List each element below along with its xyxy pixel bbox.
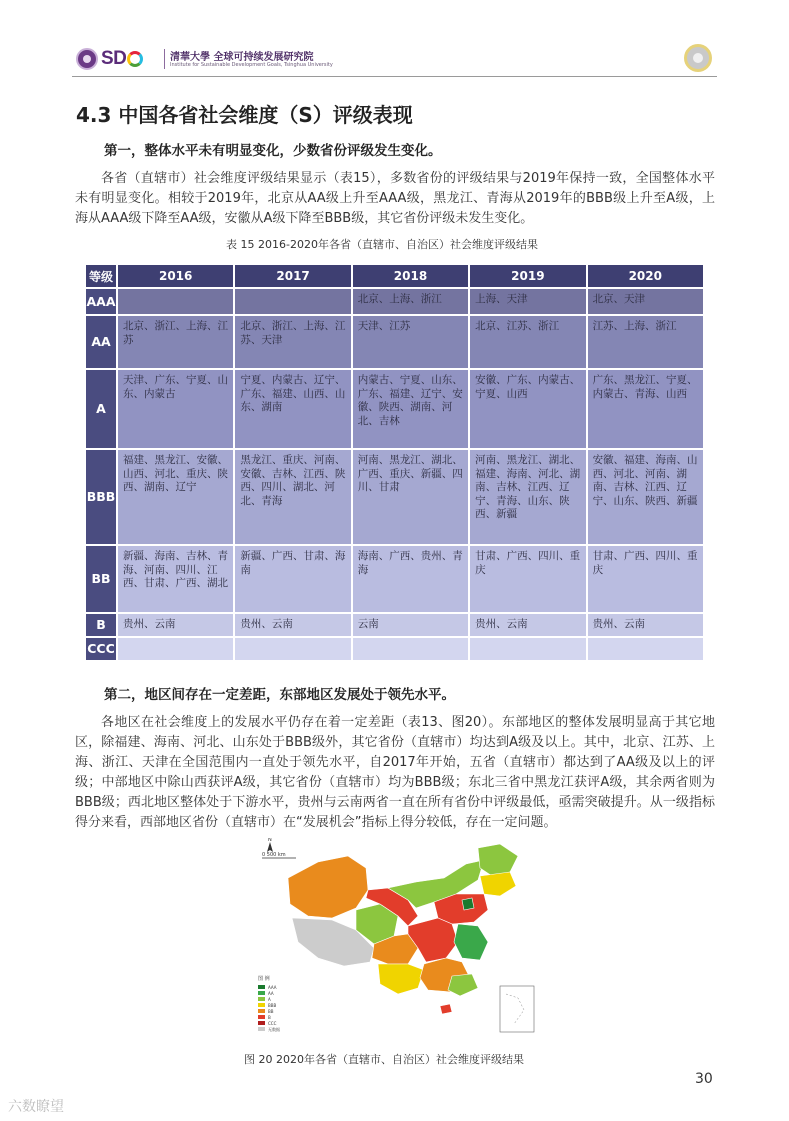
legend-swatch: [258, 1003, 265, 1007]
legend-label: BB: [268, 1009, 274, 1014]
table-cell: 北京、浙江、上海、江苏: [118, 316, 233, 368]
table-cell: [118, 289, 233, 314]
legend-title: 图 例: [258, 976, 270, 982]
table-row-bbb: [86, 450, 703, 544]
point1-text: 各省（直辖市）社会维度评级结果显示（表15），多数省份的评级结果与2019年保持一致，全国整体水平未有明显变化。相较于2019年，北京从AA级上升至AAA级，黑龙江、青海从2019年的BBB级上升至A级，上海从AAA级下降至AA级，安徽从A级下降至BBB级，其它省份评级未发生变化。: [75, 171, 715, 226]
legend-swatch: [258, 985, 265, 989]
table-cell: 江苏、上海、浙江: [588, 316, 703, 368]
grade-label: AAA: [86, 289, 116, 314]
south-china-sea-inset: [500, 986, 534, 1032]
section-title: 4.3 中国各省社会维度（S）评级表现: [76, 103, 413, 127]
table-cell: 新疆、海南、吉林、青海、河南、四川、江西、甘肃、广西、湖北: [118, 546, 233, 612]
point2-heading: 第二，地区间存在一定差距，东部地区发展处于领先水平。: [104, 687, 455, 703]
table-cell: 新疆、广西、甘肃、海南: [235, 546, 350, 612]
header-2020: 2020: [588, 265, 703, 287]
sdg-logo: [101, 47, 143, 71]
table-cell: [470, 638, 585, 660]
north-arrow-icon: [267, 842, 273, 852]
header-2016: 2016: [118, 265, 233, 287]
table-cell: 贵州、云南: [235, 614, 350, 636]
legend-label: AAA: [268, 985, 277, 990]
institute-name-en: Institute for Sustainable Development Goals, Tsinghua University: [170, 62, 333, 68]
region-beijing-tianjin: [462, 898, 474, 910]
table-row-aa: [86, 316, 703, 368]
region-east-coast: [454, 924, 488, 960]
table-cell: 北京、浙江、上海、江苏、天津: [235, 316, 350, 368]
grade-label: B: [86, 614, 116, 636]
sdg-ring-icon: [127, 51, 143, 67]
legend-swatch: [258, 1027, 265, 1031]
rating-map: [248, 838, 548, 1038]
table-cell: 安徽、福建、海南、山西、河北、河南、湖南、吉林、江西、辽宁、山东、陕西、新疆: [588, 450, 703, 544]
grade-label: AA: [86, 316, 116, 368]
north-label: N: [268, 838, 272, 843]
table-cell: [235, 638, 350, 660]
table-cell: 甘肃、广西、四川、重庆: [470, 546, 585, 612]
header-rule: [72, 76, 717, 77]
legend-swatch: [258, 1021, 265, 1025]
point1-heading: 第一，整体水平未有明显变化，少数省份评级发生变化。: [104, 143, 442, 159]
header-divider: [164, 49, 165, 69]
scale-label: 0 500 km: [262, 852, 286, 858]
point2-paragraph: [75, 713, 715, 833]
table-cell: [353, 638, 468, 660]
table-row-b: [86, 614, 703, 636]
table-cell: 贵州、云南: [118, 614, 233, 636]
grade-label: BB: [86, 546, 116, 612]
table-cell: 云南: [353, 614, 468, 636]
table-header-row: [86, 265, 703, 287]
table-cell: 天津、广东、宁夏、山东、内蒙古: [118, 370, 233, 448]
table-cell: 北京、上海、浙江: [353, 289, 468, 314]
table-cell: 北京、天津: [588, 289, 703, 314]
table-cell: 上海、天津: [470, 289, 585, 314]
table-row-bb: [86, 546, 703, 612]
table-cell: [588, 638, 703, 660]
region-xinjiang: [288, 856, 368, 918]
legend-label: CCC: [268, 1021, 277, 1026]
table-cell: 广东、黑龙江、宁夏、内蒙古、青海、山西: [588, 370, 703, 448]
point2-text: 各地区在社会维度上的发展水平仍存在着一定差距（表13、图20）。东部地区的整体发展明显高于其它地区，除福建、海南、河北、山东处于BBB级外，其它省份（直辖市）均达到A级及以上。其中，北京、江苏、上海、浙江、天津在全国范围内一直处于领先水平，自2017年开始，五省（直辖市）都达到了AA级及以上的评级；中部地区中除山西获评A级，其它省份（直辖市）均为BBB级；东北三省中黑龙江获评A级，其余两省则为BBB级；西北地区整体处于下游水平，贵州与云南两省一直在所有省份中评级最低，亟需突破提升。从一级指标得分来看，西部地区省份（直辖市）在“发展机会”指标上得分较低，存在一定问题。: [75, 715, 715, 830]
corner-badge-icon: [684, 44, 712, 72]
legend-label: B: [268, 1015, 271, 1020]
table-cell: 宁夏、内蒙古、辽宁、广东、福建、山西、山东、湖南: [235, 370, 350, 448]
legend-swatch: [258, 1015, 265, 1019]
region-heilongjiang: [478, 844, 518, 876]
legend-items: [258, 985, 280, 1032]
point1-paragraph: [75, 169, 715, 229]
legend-label: A: [268, 997, 271, 1002]
table-cell: 内蒙古、宁夏、山东、广东、福建、辽宁、安徽、陕西、湖南、河北、吉林: [353, 370, 468, 448]
table-cell: 贵州、云南: [588, 614, 703, 636]
figure-caption: 图 20 2020年各省（直辖市、自治区）社会维度评级结果: [244, 1053, 524, 1066]
region-yunnan-guizhou: [378, 964, 424, 994]
table-cell: 黑龙江、重庆、河南、安徽、吉林、江西、陕西、四川、湖北、河北、青海: [235, 450, 350, 544]
grade-label: CCC: [86, 638, 116, 660]
table-caption: 表 15 2016-2020年各省（直辖市、自治区）社会维度评级结果: [226, 238, 538, 251]
sdg-logo-text: SD: [101, 48, 127, 69]
legend-label: BBB: [268, 1003, 277, 1008]
table-cell: 北京、江苏、浙江: [470, 316, 585, 368]
legend-label: AA: [268, 991, 274, 996]
table-cell: 安徽、广东、内蒙古、宁夏、山西: [470, 370, 585, 448]
legend-swatch: [258, 1009, 265, 1013]
region-hainan: [440, 1004, 452, 1014]
header-2019: 2019: [470, 265, 585, 287]
table-cell: 天津、江苏: [353, 316, 468, 368]
region-guangdong: [448, 974, 478, 996]
legend-swatch: [258, 991, 265, 995]
grade-label: A: [86, 370, 116, 448]
table-cell: 福建、黑龙江、安徽、山西、河北、重庆、陕西、湖南、辽宁: [118, 450, 233, 544]
map-legend: [258, 975, 280, 1032]
table-cell: 河南、黑龙江、湖北、广西、重庆、新疆、四川、甘肃: [353, 450, 468, 544]
watermark: 六数瞭望: [8, 1099, 64, 1115]
region-central: [408, 918, 458, 962]
page-number: 30: [695, 1071, 713, 1087]
table-cell: 河南、黑龙江、湖北、福建、海南、河北、湖南、吉林、江西、辽宁、青海、山东、陕西、新疆: [470, 450, 585, 544]
table-cell: 海南、广西、贵州、青海: [353, 546, 468, 612]
page-header: [0, 0, 789, 78]
legend-swatch: [258, 997, 265, 1001]
legend-label: 无数据: [268, 1027, 280, 1032]
region-jilin-liaoning: [480, 872, 516, 896]
rating-map-figure: [248, 838, 548, 1038]
header-2017: 2017: [235, 265, 350, 287]
rating-table: [84, 263, 705, 662]
table-cell: 甘肃、广西、四川、重庆: [588, 546, 703, 612]
table-row-aaa: [86, 289, 703, 314]
table-cell: [235, 289, 350, 314]
table-cell: [118, 638, 233, 660]
header-2018: 2018: [353, 265, 468, 287]
header-grade: 等级: [86, 265, 116, 287]
university-seal-icon: [76, 48, 98, 70]
institute-name: 清華大學 全球可持续发展研究院: [170, 52, 314, 63]
table-row-a: [86, 370, 703, 448]
table-row-ccc: [86, 638, 703, 660]
table-cell: 贵州、云南: [470, 614, 585, 636]
nine-dash-line: [506, 994, 524, 1024]
grade-label: BBB: [86, 450, 116, 544]
